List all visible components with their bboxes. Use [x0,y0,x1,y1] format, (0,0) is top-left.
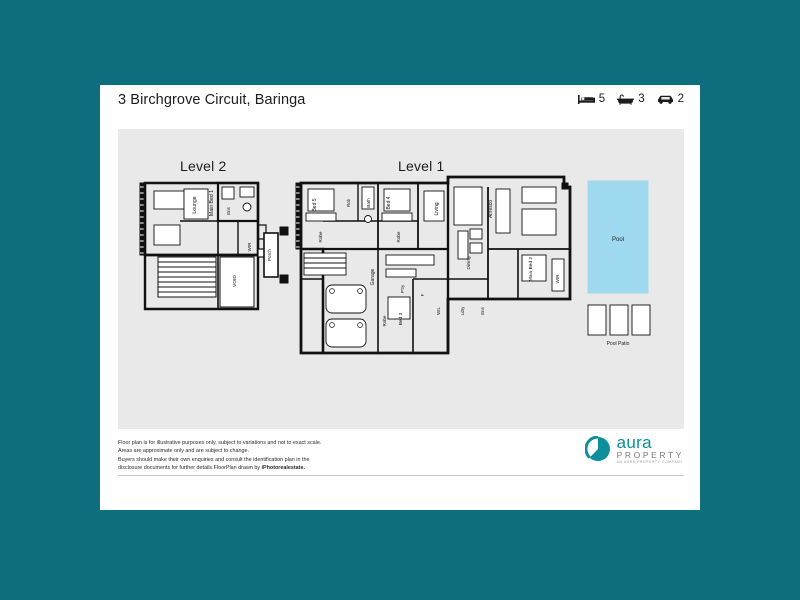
level-2-label: Level 2 [180,158,227,174]
svg-text:Rob: Rob [346,198,351,208]
bath-icon [617,94,634,105]
svg-text:Robe: Robe [318,231,323,243]
svg-text:WIR: WIR [555,274,560,284]
disclaimer-line-3: Buyers should make their own enquiries and consult the identification plan in the [118,456,310,463]
svg-text:Pool Patio: Pool Patio [606,341,630,347]
aura-logo-text [617,434,684,464]
spec-bathrooms [617,93,644,105]
logo-tagline: AN AURA PROPERTY COMPANY [616,459,683,464]
svg-text:Alfresco: Alfresco [488,199,494,219]
svg-text:Main Bed 2: Main Bed 2 [529,256,534,282]
svg-text:Dining: Dining [466,256,471,270]
disclaimer-line-4-text: disclosure documents for further details.FloorPlan drawn by [118,465,262,472]
car-icon [657,94,674,105]
svg-text:Bath: Bath [366,198,371,208]
svg-text:Bed 3: Bed 3 [399,312,404,326]
svg-text:Robe: Robe [382,315,387,327]
logo-name: aura [616,433,652,452]
svg-text:WIR: WIR [247,242,252,252]
svg-text:L: L [244,219,249,223]
aura-property-logo[interactable] [585,434,684,464]
bed-icon [578,94,595,105]
svg-text:F: F [420,293,425,297]
svg-text:Ldry: Ldry [460,306,465,316]
svg-text:P'try: P'try [400,284,405,294]
property-specs [578,93,684,105]
svg-text:Living: Living [434,202,440,216]
spec-bedrooms-value: 5 [598,93,606,105]
svg-text:Robe: Robe [396,231,401,243]
floorplan-drawing [118,129,684,429]
svg-text:Pool: Pool [611,237,625,243]
logo-subtitle: PROPERTY [616,450,684,460]
svg-text:VOID: VOID [233,275,238,287]
level-1-label: Level 1 [398,158,445,174]
svg-text:Main Bed 1: Main Bed 1 [209,189,215,217]
disclaimer-line-4 [118,464,448,472]
svg-text:Ens: Ens [226,207,231,215]
svg-text:Bed 4: Bed 4 [386,196,392,210]
svg-text:Lounge: Lounge [192,196,198,214]
page-title: 3 Birchgrove Circuit, Baringa [118,92,306,108]
svg-text:Bed 5: Bed 5 [312,198,318,212]
svg-text:Ens: Ens [480,307,485,315]
disclaimer-text [118,439,448,473]
floorplan-image [118,129,684,429]
footer-divider [118,475,684,476]
spec-bedrooms [578,93,605,105]
floorplan-page [100,85,700,510]
page-header [100,85,700,121]
svg-text:WIL: WIL [436,307,441,315]
svg-text:Porch: Porch [267,248,272,262]
drawn-by-credit: iPhotorealestate. [261,465,305,472]
aura-logo-mark-icon [585,436,611,462]
spec-bathrooms-value: 3 [638,93,645,105]
disclaimer-line-2: Areas are approximate only and are subject to change. [118,448,249,455]
spec-carspaces [657,93,684,105]
spec-carspaces-value: 2 [677,93,684,105]
svg-text:Garage: Garage [370,268,376,286]
disclaimer-line-1: Floor plan is for illustrative purposes only, subject to variations and not to exact scale. [118,440,322,446]
